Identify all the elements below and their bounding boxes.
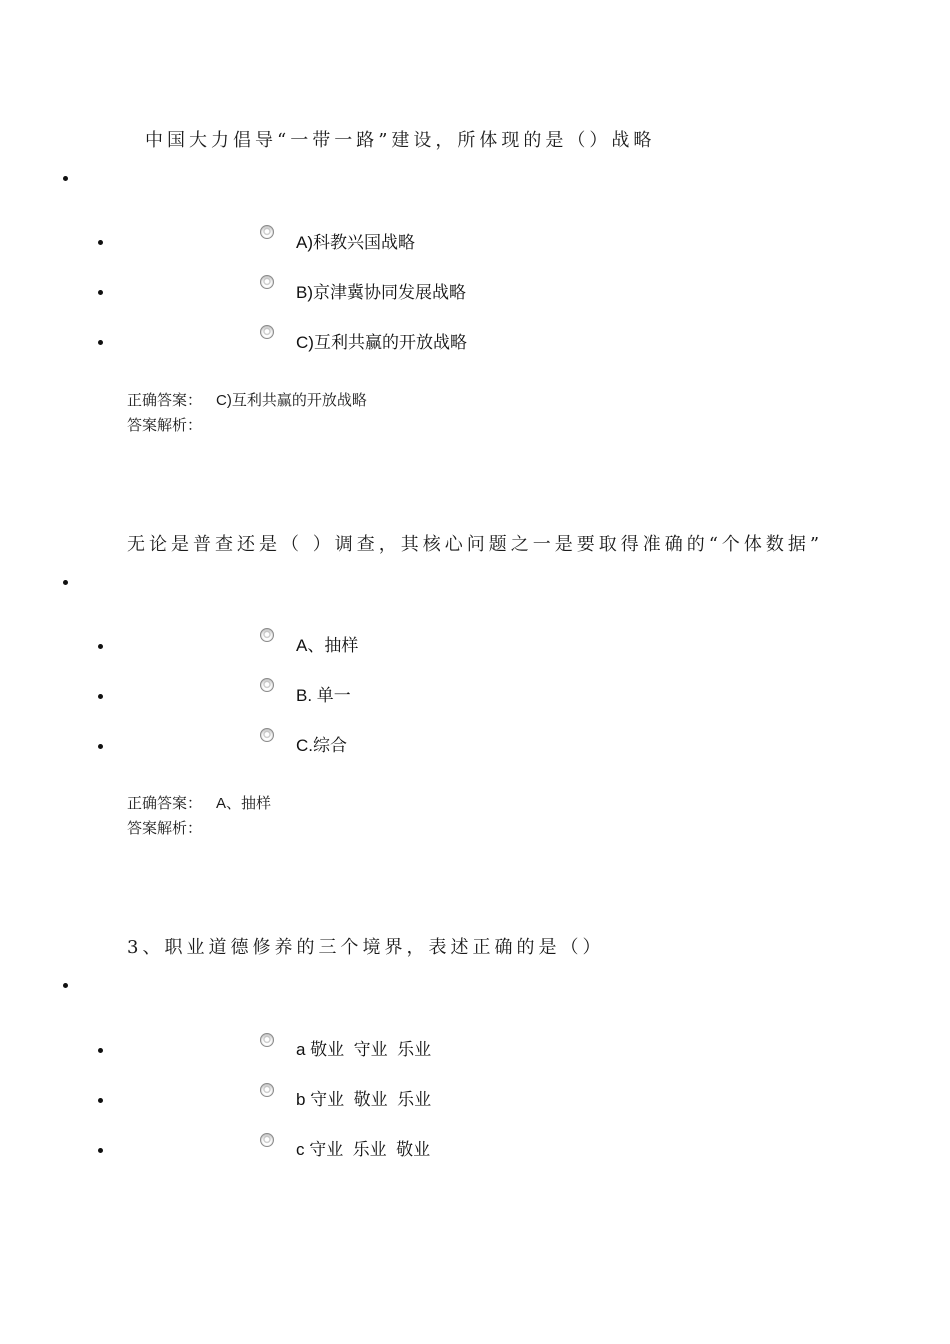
correct-answer-value: C)互利共赢的开放战略 (216, 392, 367, 409)
question-bullet (63, 176, 68, 181)
correct-answer-q1 (127, 389, 367, 410)
option-label-q1-b[interactable]: B)京津冀协同发展战略 (296, 283, 466, 302)
correct-answer-q2 (127, 792, 271, 813)
option-label-q3-a[interactable]: a 敬业 守业 乐业 (296, 1040, 432, 1059)
question-bullet (63, 580, 68, 585)
option-bullet (98, 240, 103, 245)
option-bullet (98, 694, 103, 699)
option-label-q1-a[interactable]: A)科教兴国战略 (296, 233, 415, 252)
option-radio-q2-b[interactable] (260, 678, 274, 692)
option-label-q2-b[interactable]: B. 单一 (296, 686, 351, 705)
option-radio-q1-b[interactable] (260, 275, 274, 289)
option-label-q3-b[interactable]: b 守业 敬业 乐业 (296, 1090, 432, 1109)
option-bullet (98, 290, 103, 295)
question-2-title: 无论是普查还是（ ）调查，其核心问题之一是要取得准确的“个体数据” (127, 534, 824, 555)
option-bullet (98, 1048, 103, 1053)
option-bullet (98, 1098, 103, 1103)
option-radio-q3-c[interactable] (260, 1133, 274, 1147)
option-label-q1-c[interactable]: C)互利共赢的开放战略 (296, 333, 467, 352)
answer-analysis-q2: 答案解析： (127, 819, 203, 837)
option-radio-q2-a[interactable] (260, 628, 274, 642)
question-bullet (63, 983, 68, 988)
option-radio-q2-c[interactable] (260, 728, 274, 742)
option-bullet (98, 644, 103, 649)
option-bullet (98, 1148, 103, 1153)
option-radio-q1-c[interactable] (260, 325, 274, 339)
option-radio-q3-b[interactable] (260, 1083, 274, 1097)
option-label-q3-c[interactable]: c 守业 乐业 敬业 (296, 1140, 431, 1159)
question-3-title: 3、职业道德修养的三个境界，表述正确的是（） (127, 937, 605, 958)
correct-answer-label: 正确答案： (127, 391, 203, 409)
option-label-q2-c[interactable]: C.综合 (296, 736, 347, 755)
option-radio-q1-a[interactable] (260, 225, 274, 239)
answer-analysis-q1: 答案解析： (127, 416, 203, 434)
option-bullet (98, 744, 103, 749)
option-bullet (98, 340, 103, 345)
option-radio-q3-a[interactable] (260, 1033, 274, 1047)
correct-answer-label: 正确答案： (127, 794, 203, 812)
option-label-q2-a[interactable]: A、抽样 (296, 636, 359, 655)
correct-answer-value: A、抽样 (216, 795, 272, 812)
question-1-title: 中国大力倡导“一带一路”建设，所体现的是（）战略 (145, 130, 656, 151)
